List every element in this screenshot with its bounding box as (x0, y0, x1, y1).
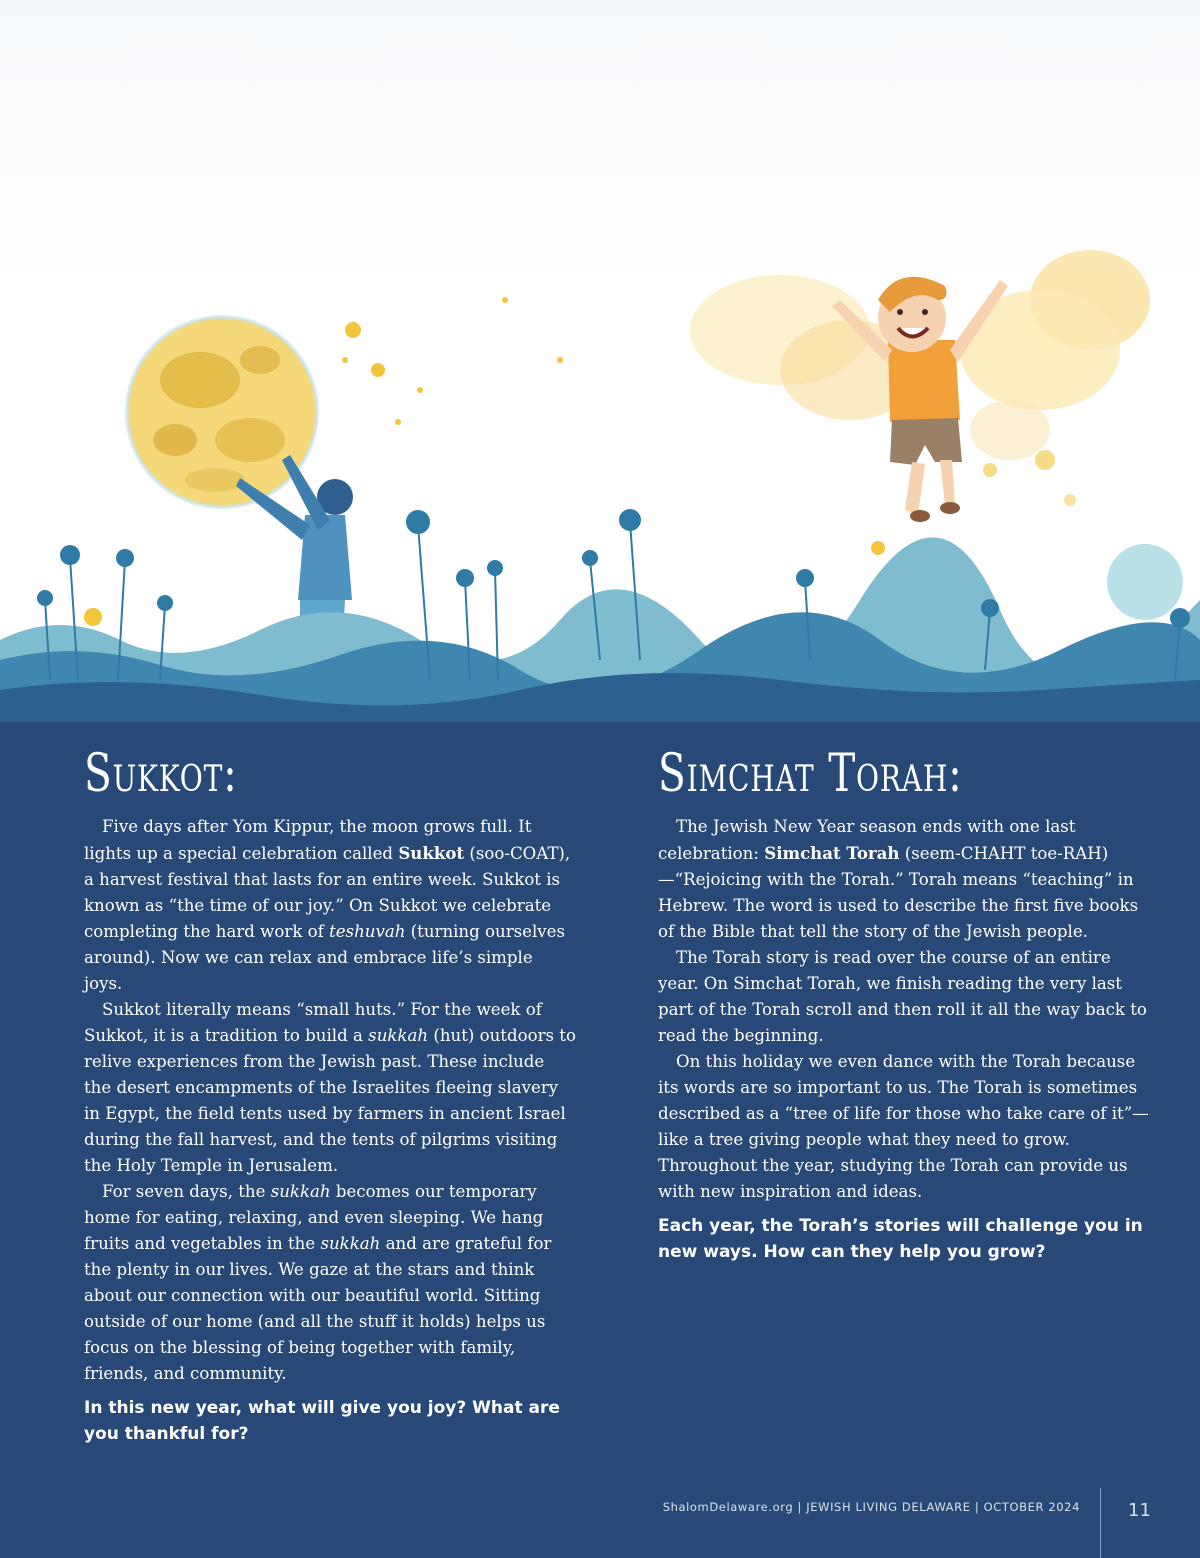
term-sukkot: Sukkot (398, 843, 465, 863)
sukkot-prompt: In this new year, what will give you joy? What are you thankful for? (84, 1398, 560, 1444)
sukkot-heading: Sukkot: (84, 744, 238, 804)
term-teshuvah: teshuvah (329, 922, 406, 941)
text: The Jewish New Year season ends with one last celebration: (658, 817, 1076, 863)
simchat-paragraph-2: The Torah story is read over the course of an entire year. On Simchat Torah, we finish reading the very last part of the Torah scroll and then roll it all the way back to read the beginning. (658, 948, 1147, 1045)
simchat-paragraph-1 (658, 814, 1152, 945)
simchat-torah-heading: Simchat Torah: (658, 744, 963, 804)
text: (seem-CHAHT toe-RAH)—“Rejoicing with the Torah.” Torah means “teaching” in Hebrew. The word is used to describe the first five books of the Bible that tell the story of the Jewish people. (658, 844, 1139, 941)
illustration-art (0, 0, 1200, 722)
dandelion-puff (1107, 544, 1183, 620)
text: Sukkot literally means “small huts.” For the week of Sukkot, it is a tradition to build a (84, 1000, 542, 1045)
text: (hut) outdoors to relive experiences from the Jewish past. These include the desert encampments of the Israelites fleeing slavery in Egypt, the field tents used by farmers in ancient Israel during the fall harvest, and the tents of pilgrims visiting the Holy Temple in Jerusalem. (84, 1026, 576, 1175)
text: becomes our temporary home for eating, relaxing, and even sleeping. We hang fruits and vegetables in the (84, 1182, 544, 1253)
term-sukkah: sukkah (270, 1182, 331, 1201)
page-number: 11 (1128, 1500, 1151, 1521)
simchat-torah-prompt: Each year, the Torah’s stories will challenge you in new ways. How can they help you grow? (658, 1216, 1143, 1262)
text: For seven days, the (102, 1182, 271, 1201)
sukkot-body (84, 814, 576, 1387)
simchat-torah-column (658, 744, 1152, 1265)
sukkot-paragraph-2 (84, 997, 576, 1179)
text: (soo-COAT), a harvest festival that lasts for an entire week. Sukkot is known as “the time of our joy.” On Sukkot we celebrate completing the hard work of (84, 844, 571, 941)
sukkot-column (84, 744, 576, 1447)
text: and are grateful for the plenty in our lives. We gaze at the stars and think about our connection with our beautiful world. Sitting outside of our home (and all the stuff it holds) helps us focus on the blessing of being together with family, friends, and community. (84, 1234, 552, 1383)
simchat-paragraph-3: On this holiday we even dance with the Torah because its words are so important to us. The Torah is sometimes described as a “tree of life for those who take care of it”—like a tree giving people what they need to grow. Throughout the year, studying the Torah can provide us with new inspiration and ideas. (658, 1052, 1149, 1201)
term-sukkah: sukkah (320, 1234, 381, 1253)
text: (turning ourselves around). Now we can relax and embrace life’s simple joys. (84, 922, 565, 993)
simchat-torah-body (658, 814, 1152, 1205)
term-simchat-torah: Simchat Torah (764, 843, 900, 863)
term-sukkah: sukkah (368, 1026, 429, 1045)
sukkot-paragraph-3 (84, 1179, 576, 1387)
footer-credits: ShalomDelaware.org | JEWISH LIVING DELAWARE | OCTOBER 2024 (662, 1500, 1080, 1514)
meadow (0, 537, 1200, 722)
watercolor-illustration (0, 0, 1200, 722)
footer-divider (1100, 1488, 1101, 1558)
moon (127, 317, 317, 507)
text: Five days after Yom Kippur, the moon grows full. It lights up a special celebration called (84, 817, 532, 863)
sukkot-paragraph-1 (84, 814, 576, 997)
